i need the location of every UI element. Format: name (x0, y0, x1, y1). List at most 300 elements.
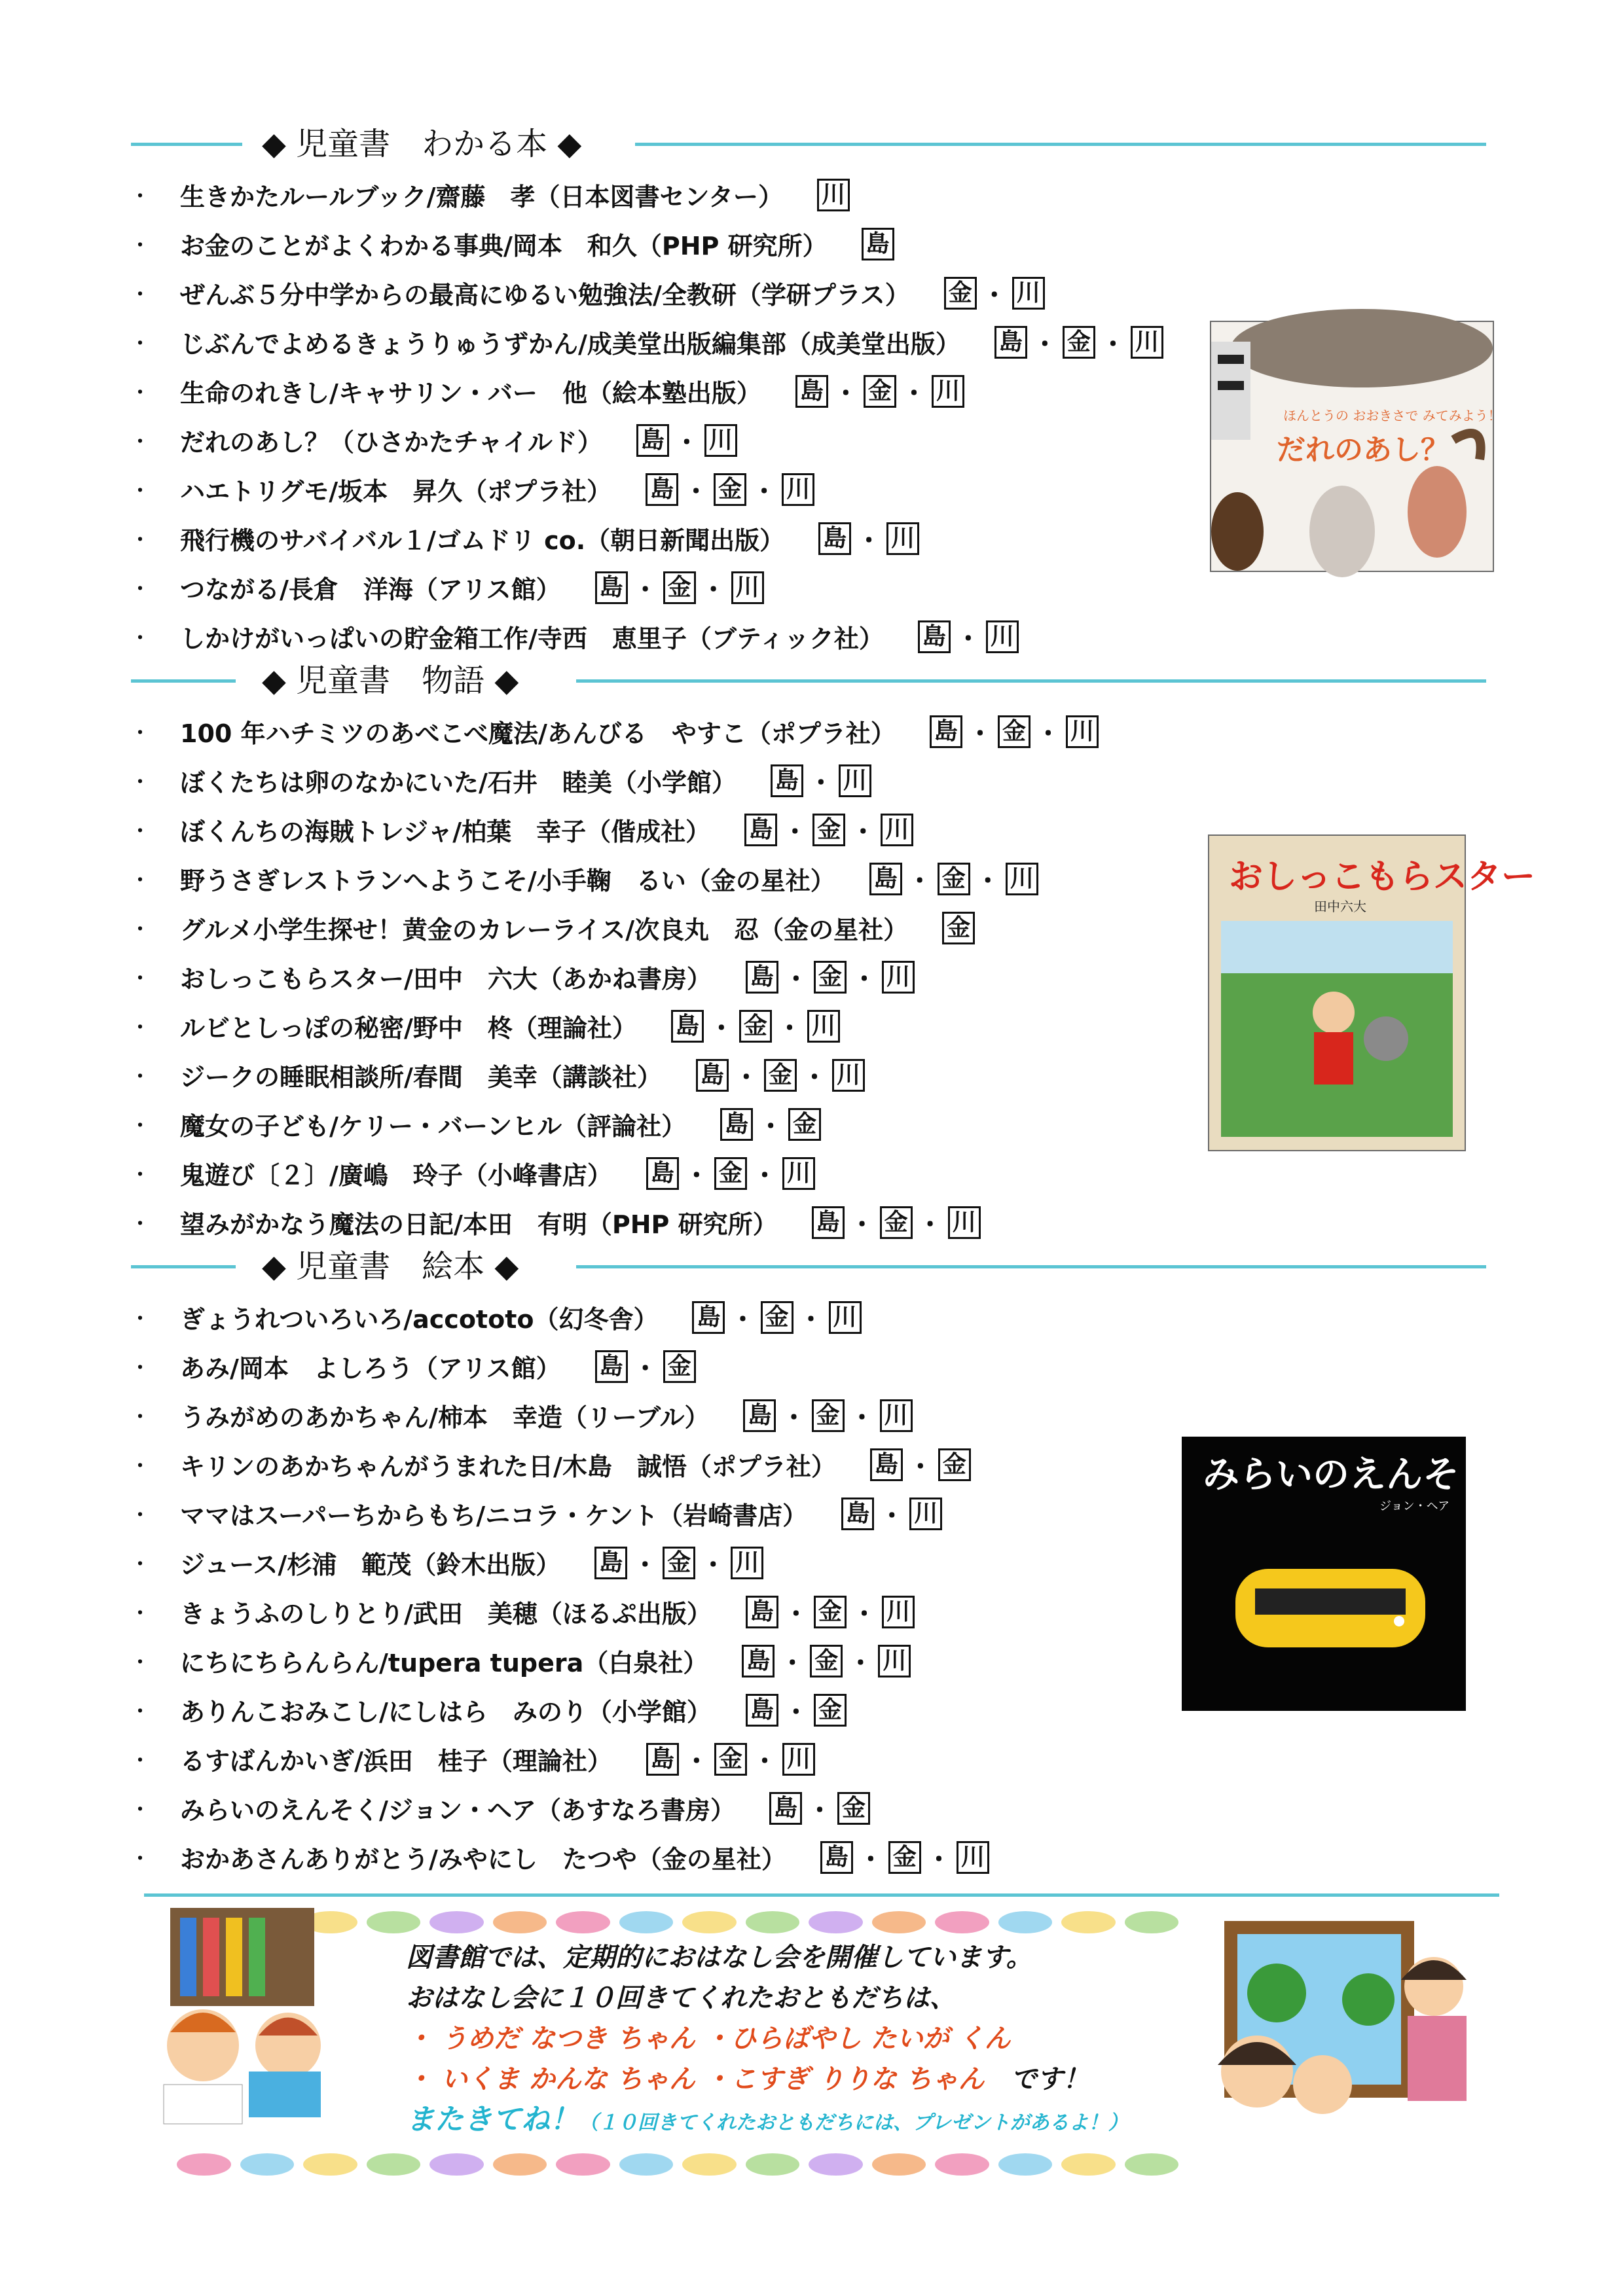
decorative-dot (429, 1911, 484, 1933)
section-header-wakaru (131, 124, 1486, 164)
book-item (131, 1538, 991, 1587)
tag-separator: ・ (783, 965, 809, 994)
branch-tag: 島 (646, 473, 678, 506)
branch-tag: 川 (948, 1206, 981, 1239)
bullet: ・ (131, 1651, 150, 1673)
book-title: 生命のれきし/キャサリン・バー 他（絵本塾出版） (180, 379, 761, 408)
tag-separator: ・ (632, 575, 658, 604)
branch-tag: 島 (743, 1399, 776, 1432)
tag-separator: ・ (807, 1796, 833, 1825)
branch-tag: 川 (986, 620, 1019, 653)
cover-author: 田中六大 (1314, 899, 1366, 914)
book-item (131, 805, 1100, 854)
book-title: だれのあし？（ひさかたチャイルド） (180, 428, 602, 457)
tag-separator: ・ (858, 1845, 883, 1874)
notice-line-2: おはなし会に１０回きてくれたおともだちは、 (406, 1983, 956, 2013)
branch-tag: 金 (764, 1059, 797, 1092)
branch-tag: 金 (663, 1350, 696, 1383)
tag-separator: ・ (752, 1747, 777, 1776)
tag-separator: ・ (849, 1403, 875, 1432)
section-header-ehon (131, 1247, 1486, 1286)
branch-tag: 島 (746, 961, 778, 994)
branch-tag: 川 (932, 375, 964, 408)
book-item (131, 1587, 991, 1636)
book-title: お金のことがよくわかる事典/岡本 和久（PHP 研究所） (180, 232, 828, 260)
book-title: にちにちらんらん/tupera tupera（白泉社） (180, 1649, 708, 1677)
tag-separator: ・ (752, 477, 777, 506)
bullet: ・ (131, 1552, 150, 1575)
branch-tag: 川 (731, 1547, 763, 1579)
branch-tag: 島 (646, 1157, 679, 1190)
branch-tag: 金 (739, 1010, 772, 1043)
decorative-dot (746, 1911, 800, 1933)
branch-tag: 島 (646, 1743, 679, 1776)
book-item (131, 219, 1165, 268)
book-cover-oshikko (1208, 834, 1536, 1151)
branch-tag: 島 (595, 1350, 628, 1383)
branch-tag: 島 (746, 1694, 778, 1727)
tag-separator: ・ (776, 1014, 802, 1043)
branch-tags (594, 569, 765, 605)
book-title: 望みがかなう魔法の日記/本田 有明（PHP 研究所） (180, 1210, 778, 1239)
bullet: ・ (131, 332, 150, 354)
section-title: ◆ 児童書 物語 ◆ (255, 661, 525, 700)
branch-tag: 川 (878, 1645, 911, 1677)
branch-tag: 川 (1012, 277, 1045, 310)
branch-tag: 金 (663, 571, 696, 604)
branch-tag: 川 (807, 1010, 840, 1043)
decorative-dot (998, 1911, 1053, 1933)
decorative-dot (682, 1911, 737, 1933)
section-header-monogatari (131, 661, 1486, 700)
bullet: ・ (131, 1356, 150, 1378)
book-title: ジュース/杉浦 範茂（鈴木出版） (180, 1551, 561, 1579)
book-item (131, 416, 1165, 465)
book-item (131, 756, 1100, 805)
branch-tags (691, 1299, 862, 1335)
branch-tag: 島 (744, 814, 777, 846)
book-item (131, 612, 1165, 661)
book-title: ママはスーパーちからもち/ニコラ・ケント（岩崎書店） (180, 1501, 808, 1530)
bullet: ・ (131, 626, 150, 649)
book-list-wakaru (131, 170, 1165, 661)
branch-tags (819, 1839, 991, 1875)
tag-separator: ・ (851, 1600, 877, 1628)
tag-separator: ・ (901, 379, 926, 408)
book-item (131, 1391, 991, 1440)
bullet: ・ (131, 577, 150, 600)
decorative-dot (872, 2153, 926, 2176)
branch-tag: 金 (814, 961, 847, 994)
tag-separator: ・ (1100, 330, 1125, 359)
bullet: ・ (131, 967, 150, 989)
book-title: つながる/長倉 洋海（アリス館） (180, 575, 561, 604)
book-title: おしっこもらスター/田中 六大（あかね書房） (180, 965, 712, 994)
branch-tag: 川 (909, 1498, 942, 1530)
branch-tags (993, 324, 1165, 360)
decorative-dot (619, 1911, 674, 1933)
branch-tag: 金 (663, 1547, 695, 1579)
book-item (131, 1100, 1100, 1149)
branch-tag: 金 (942, 912, 975, 944)
cover-small-text: ほんとうの おおきさで みてみよう！ (1283, 408, 1501, 423)
branch-tag: 島 (771, 764, 803, 797)
decorative-dot (935, 1911, 989, 1933)
book-title: おかあさんありがとう/みやにし たつや（金の星社） (180, 1845, 786, 1874)
decorative-dot (872, 1911, 926, 1933)
branch-tag: 川 (839, 764, 871, 797)
tag-separator: ・ (851, 965, 877, 994)
branch-tag: 金 (814, 1596, 847, 1628)
branch-tags (644, 471, 816, 507)
bullet: ・ (131, 430, 150, 452)
decorative-dot (303, 2153, 357, 2176)
branch-tag: 金 (810, 1645, 843, 1677)
branch-tag: 島 (671, 1010, 704, 1043)
notice-desu: です！ (1010, 2064, 1089, 2094)
book-title: ぼくんちの海賊トレジャ/柏葉 幸子（偕成社） (180, 817, 711, 846)
tag-separator: ・ (781, 1403, 807, 1432)
bullet: ・ (131, 1212, 150, 1234)
branch-tag: 川 (882, 1596, 915, 1628)
branch-tag: 川 (880, 1399, 913, 1432)
bullet: ・ (131, 770, 150, 793)
branch-tag: 金 (938, 863, 970, 895)
branch-tag: 金 (814, 1694, 847, 1727)
book-title: グルメ小学生探せ！黄金のカレーライス/次良丸 忍（金の星社） (180, 916, 909, 944)
book-item (131, 1001, 1100, 1050)
branch-tags (695, 1057, 866, 1093)
branch-tag: 川 (882, 961, 915, 994)
tag-separator: ・ (808, 768, 833, 797)
bullet: ・ (131, 1700, 150, 1722)
book-title: ぎょうれついろいろ/accototo（幻冬舎） (180, 1305, 659, 1334)
bullet: ・ (131, 1016, 150, 1038)
footer-divider (144, 1893, 1499, 1897)
book-item (131, 317, 1165, 367)
branch-tag: 島 (742, 1645, 775, 1677)
branch-tag: 島 (818, 522, 851, 555)
branch-tags (744, 1692, 848, 1728)
branch-tag: 川 (886, 522, 919, 555)
decorative-dot (367, 2153, 421, 2176)
branch-tag: 島 (720, 1108, 753, 1141)
branch-tag: 金 (998, 715, 1030, 748)
branch-tag: 島 (870, 1448, 903, 1481)
book-title: あみ/岡本 よしろう（アリス館） (180, 1354, 561, 1383)
branch-tags (868, 861, 1040, 897)
cover-title: みらいのえんそく (1203, 1454, 1496, 1496)
branch-tag: 金 (864, 375, 896, 408)
book-item (131, 367, 1165, 416)
branch-tags (594, 1348, 697, 1384)
decorative-dot (746, 2153, 800, 2176)
branch-tags (816, 179, 851, 211)
book-title: 鬼遊び〔２〕/廣嶋 玲子（小峰書店） (180, 1161, 612, 1190)
branch-tags (917, 619, 1020, 655)
book-item (131, 1293, 991, 1342)
tag-separator: ・ (955, 624, 981, 653)
decorative-dot (935, 2153, 989, 2176)
branch-tag: 島 (594, 1547, 627, 1579)
tag-separator: ・ (1035, 719, 1061, 748)
branch-tag: 島 (869, 863, 902, 895)
kids-reading-illustration (151, 1908, 334, 2130)
tag-separator: ・ (780, 1649, 805, 1677)
branch-tags (817, 520, 921, 556)
branch-tag: 金 (888, 1841, 921, 1874)
tag-separator: ・ (783, 1600, 809, 1628)
decorative-dot (493, 2153, 547, 2176)
decorative-dot (240, 2153, 295, 2176)
decorative-dot (619, 2153, 674, 2176)
branch-tag: 金 (761, 1301, 793, 1334)
tag-separator: ・ (1032, 330, 1057, 359)
branch-tag: 島 (636, 424, 669, 457)
branch-tag: 島 (692, 1301, 725, 1334)
branch-tag: 川 (1131, 326, 1163, 359)
tag-separator: ・ (849, 1210, 875, 1239)
tag-separator: ・ (856, 526, 882, 555)
branch-tags (794, 373, 966, 409)
decorative-dot (556, 2153, 610, 2176)
tag-separator: ・ (701, 1551, 726, 1579)
book-title: きょうふのしりとり/武田 美穂（ほるぷ出版） (180, 1600, 712, 1628)
book-item (131, 563, 1165, 612)
tag-separator: ・ (907, 867, 932, 895)
bullet: ・ (131, 1307, 150, 1329)
notice-names-1: ・ うめだ なつき ちゃん ・ひらばやし たいが くん (406, 2024, 1011, 2054)
notice-closing: またきてね！ (406, 2103, 579, 2136)
bullet: ・ (131, 1503, 150, 1526)
decorative-dot (809, 2153, 863, 2176)
book-list-monogatari (131, 707, 1100, 1247)
branch-tag: 金 (812, 814, 845, 846)
book-item (131, 1833, 991, 1882)
book-item (131, 1342, 991, 1391)
cover-author: ジョン・ヘア (1379, 1499, 1450, 1513)
book-title: ぜんぶ５分中学からの最高にゆるい勉強法/全教研（学研プラス） (180, 281, 910, 310)
bullet: ・ (131, 1602, 150, 1624)
tag-separator: ・ (752, 1161, 777, 1190)
book-title: ハエトリグモ/坂本 昇久（ポプラ社） (180, 477, 612, 506)
branch-tag: 島 (862, 228, 894, 260)
tag-separator: ・ (783, 1698, 809, 1727)
decorative-dot (1125, 1911, 1179, 1933)
notice-line-1: 図書館では、定期的におはなし会を開催しています。 (406, 1943, 1032, 1973)
book-item (131, 1685, 991, 1734)
book-title: ありんこおみこし/にしはら みのり（小学館） (180, 1698, 712, 1727)
branch-tag: 島 (930, 715, 962, 748)
book-cover-dareno-ashi (1210, 321, 1501, 572)
branch-tag: 川 (782, 473, 814, 506)
bullet: ・ (131, 1405, 150, 1427)
book-title: じぶんでよめるきょうりゅうずかん/成美堂出版編集部（成美堂出版） (180, 330, 960, 359)
bullet: ・ (131, 918, 150, 940)
book-title: しかけがいっぱいの貯金箱工作/寺西 恵里子（ブティック社） (180, 624, 884, 653)
book-item (131, 1784, 991, 1833)
branch-tags (719, 1106, 822, 1142)
book-list-ehon (131, 1293, 991, 1882)
decorative-dots-bottom (177, 2153, 1178, 2176)
branch-tags (645, 1741, 816, 1777)
tag-separator: ・ (850, 817, 876, 846)
bullet: ・ (131, 185, 150, 207)
tag-separator: ・ (701, 575, 726, 604)
tag-separator: ・ (730, 1305, 756, 1334)
book-item (131, 1198, 1100, 1247)
branch-tag: 金 (714, 1157, 747, 1190)
tag-separator: ・ (907, 1452, 933, 1481)
bullet: ・ (131, 1798, 150, 1820)
decorative-dot (177, 2153, 231, 2176)
branch-tag: 島 (820, 1841, 853, 1874)
branch-tag: 川 (957, 1841, 989, 1874)
bullet: ・ (131, 819, 150, 842)
branch-tag: 金 (880, 1206, 913, 1239)
branch-tags (740, 1643, 912, 1679)
book-title: 100 年ハチミツのあべこべ魔法/あんびる やすこ（ポプラ社） (180, 719, 896, 748)
branch-tag: 川 (817, 179, 850, 211)
branch-tags (645, 1155, 816, 1191)
branch-tag: 島 (812, 1206, 845, 1239)
tag-separator: ・ (798, 1305, 824, 1334)
branch-tag: 島 (795, 375, 828, 408)
branch-tag: 金 (714, 1743, 747, 1776)
section-title: ◆ 児童書 わかる本 ◆ (255, 124, 588, 164)
branch-tag: 島 (918, 620, 951, 653)
decorative-dot (682, 2153, 737, 2176)
notice-names-2: ・ いくま かんな ちゃん ・こすぎ りりな ちゃん (406, 2064, 985, 2094)
book-item (131, 952, 1100, 1001)
book-cover-mirai (1182, 1437, 1496, 1711)
notice-closing-note: （１０回きてくれたおともだちには、プレゼントがあるよ！） (579, 2111, 1128, 2134)
tag-separator: ・ (801, 1063, 827, 1092)
book-title: ジークの睡眠相談所/春間 美幸（講談社） (180, 1063, 662, 1092)
decorative-dot (1125, 2153, 1179, 2176)
bullet: ・ (131, 721, 150, 744)
branch-tags (744, 959, 916, 995)
bullet: ・ (131, 1114, 150, 1136)
book-item (131, 514, 1165, 563)
book-item (131, 170, 1165, 219)
decorative-dot (1061, 2153, 1116, 2176)
decorative-dot (1061, 1911, 1116, 1933)
branch-tag: 川 (782, 1157, 815, 1190)
decorative-dot (809, 1911, 863, 1933)
branch-tag: 川 (1066, 715, 1099, 748)
book-item (131, 1636, 991, 1685)
branch-tag: 金 (714, 473, 746, 506)
cover-title: だれのあし？ (1277, 433, 1450, 467)
book-item (131, 268, 1165, 317)
tag-separator: ・ (632, 1354, 658, 1383)
bullet: ・ (131, 1065, 150, 1087)
book-title: 生きかたルールブック/齋藤 孝（日本図書センター） (180, 183, 783, 211)
tag-separator: ・ (632, 1551, 658, 1579)
storytime-notice (406, 1937, 1128, 2144)
book-item (131, 1050, 1100, 1100)
branch-tag: 島 (746, 1596, 778, 1628)
branch-tag: 島 (994, 326, 1027, 359)
tag-separator: ・ (967, 719, 993, 748)
branch-tag: 川 (731, 571, 764, 604)
window-kids-illustration (1172, 1908, 1499, 2137)
tag-separator: ・ (981, 281, 1007, 310)
branch-tags (941, 912, 976, 944)
book-title: ルビとしっぽの秘密/野中 柊（理論社） (180, 1014, 637, 1043)
tag-separator: ・ (674, 428, 699, 457)
branch-tag: 川 (704, 424, 737, 457)
branch-tag: 川 (829, 1301, 862, 1334)
bullet: ・ (131, 1163, 150, 1185)
branch-tag: 島 (769, 1792, 802, 1825)
branch-tag: 島 (696, 1059, 729, 1092)
tag-separator: ・ (684, 477, 709, 506)
bullet: ・ (131, 381, 150, 403)
branch-tag: 島 (595, 571, 628, 604)
tag-separator: ・ (733, 1063, 759, 1092)
branch-tags (593, 1545, 765, 1581)
tag-separator: ・ (879, 1501, 905, 1530)
bullet: ・ (131, 283, 150, 305)
branch-tag: 金 (812, 1399, 845, 1432)
book-title: 魔女の子ども/ケリー・バーンヒル（評論社） (180, 1112, 687, 1141)
book-item (131, 465, 1165, 514)
branch-tags (635, 422, 739, 458)
branch-tag: 川 (881, 814, 913, 846)
branch-tag: 金 (788, 1108, 821, 1141)
branch-tags (743, 812, 915, 848)
branch-tag: 金 (1063, 326, 1095, 359)
branch-tags (811, 1204, 982, 1240)
cover-title: おしっこもらスター (1229, 857, 1536, 897)
book-title: ぼくたちは卵のなかにいた/石井 睦美（小学館） (180, 768, 737, 797)
book-title: るすばんかいぎ/浜田 桂子（理論社） (180, 1747, 612, 1776)
book-item (131, 1734, 991, 1784)
book-item (131, 854, 1100, 903)
book-item (131, 903, 1100, 952)
branch-tags (744, 1594, 916, 1630)
branch-tag: 金 (938, 1448, 971, 1481)
bullet: ・ (131, 1454, 150, 1477)
book-title: みらいのえんそく/ジョン・ヘア（あすなろ書房） (180, 1796, 735, 1825)
book-title: 野うさぎレストランへようこそ/小手鞠 るい（金の星社） (180, 867, 835, 895)
tag-separator: ・ (975, 867, 1000, 895)
branch-tag: 金 (944, 277, 977, 310)
branch-tag: 川 (832, 1059, 865, 1092)
decorative-dot (556, 1911, 610, 1933)
bullet: ・ (131, 869, 150, 891)
tag-separator: ・ (708, 1014, 734, 1043)
branch-tag: 島 (841, 1498, 874, 1530)
bullet: ・ (131, 1749, 150, 1771)
book-title: うみがめのあかちゃん/柿本 幸造（リーブル） (180, 1403, 710, 1432)
branch-tags (860, 228, 896, 260)
decorative-dot (367, 1911, 421, 1933)
section-title: ◆ 児童書 絵本 ◆ (255, 1247, 525, 1286)
branch-tag: 川 (782, 1743, 815, 1776)
book-item (131, 1149, 1100, 1198)
book-title: 飛行機のサバイバル１/ゴムドリ co.（朝日新聞出版） (180, 526, 785, 555)
book-item (131, 1489, 991, 1538)
branch-tags (769, 762, 873, 798)
decorative-dot (998, 2153, 1053, 2176)
tag-separator: ・ (758, 1112, 784, 1141)
branch-tags (768, 1790, 871, 1826)
branch-tags (742, 1397, 913, 1433)
book-title: キリンのあかちゃんがうまれた日/木島 誠悟（ポプラ社） (180, 1452, 836, 1481)
